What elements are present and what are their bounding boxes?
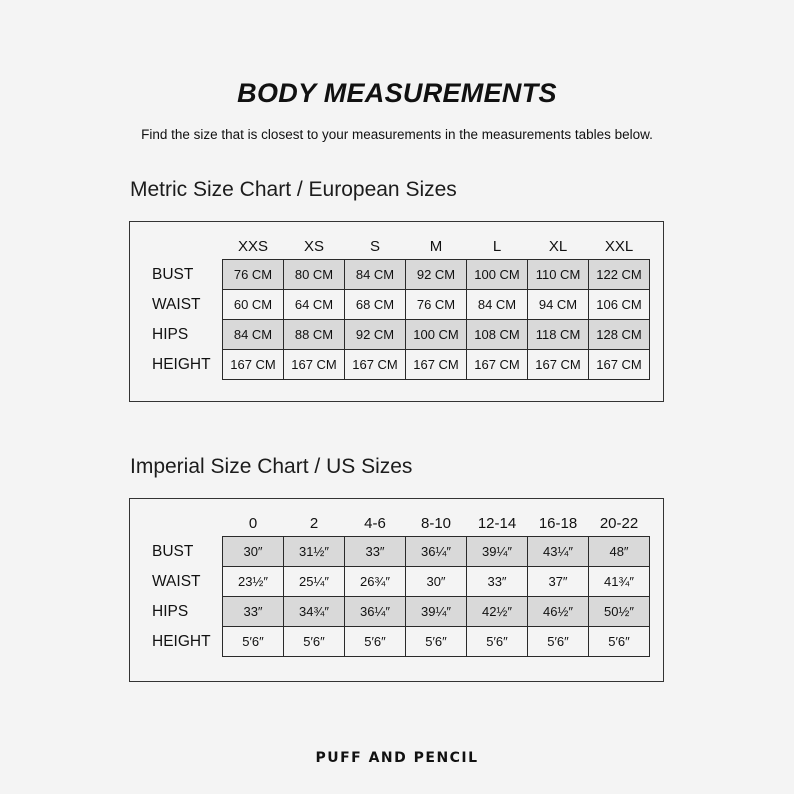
- measurement-cell: 5′6″: [528, 627, 589, 657]
- measurement-cell: 167 CM: [284, 350, 345, 380]
- measurement-cell: 39¼″: [467, 537, 528, 567]
- size-header: XXL: [604, 237, 634, 255]
- measurement-cell: 68 CM: [345, 290, 406, 320]
- measurement-cell: 50½″: [589, 597, 650, 627]
- measurement-cell: 118 CM: [528, 320, 589, 350]
- measurement-cell: 5′6″: [223, 627, 284, 657]
- imperial-row-hips: [148, 597, 650, 627]
- page-subtitle: Find the size that is closest to your measurements in the measurements tables below.: [141, 127, 653, 142]
- row-label: HEIGHT: [152, 632, 211, 650]
- row-label: BUST: [152, 542, 194, 560]
- measurement-cell: 5′6″: [284, 627, 345, 657]
- imperial-row-bust: [148, 537, 650, 567]
- metric-section-title: Metric Size Chart / European Sizes: [130, 178, 457, 201]
- size-header: XS: [303, 237, 324, 255]
- measurement-cell: 84 CM: [467, 290, 528, 320]
- imperial-row-waist: [148, 567, 650, 597]
- measurement-cell: 100 CM: [406, 320, 467, 350]
- measurement-cell: 128 CM: [589, 320, 650, 350]
- metric-table: [148, 233, 650, 380]
- measurement-cell: 30″: [406, 567, 467, 597]
- metric-size-header-row: [148, 233, 650, 260]
- measurement-cell: 94 CM: [528, 290, 589, 320]
- measurement-cell: 76 CM: [223, 260, 284, 290]
- measurement-cell: 30″: [223, 537, 284, 567]
- size-header: 12-14: [477, 514, 517, 532]
- measurement-cell: 167 CM: [345, 350, 406, 380]
- measurement-cell: 122 CM: [589, 260, 650, 290]
- imperial-size-chart: [129, 498, 664, 682]
- size-header: S: [369, 237, 380, 255]
- measurement-cell: 39¼″: [406, 597, 467, 627]
- size-header: 16-18: [538, 514, 578, 532]
- size-header: 20-22: [599, 514, 639, 532]
- measurement-cell: 33″: [345, 537, 406, 567]
- metric-row-bust: [148, 260, 650, 290]
- measurement-cell: 167 CM: [223, 350, 284, 380]
- row-label: HEIGHT: [152, 355, 211, 373]
- measurement-cell: 33″: [223, 597, 284, 627]
- measurement-cell: 92 CM: [345, 320, 406, 350]
- row-label: BUST: [152, 265, 194, 283]
- measurement-cell: 5′6″: [345, 627, 406, 657]
- size-header: XXS: [237, 237, 268, 255]
- measurement-cell: 110 CM: [528, 260, 589, 290]
- row-label: HIPS: [152, 325, 189, 343]
- measurement-cell: 37″: [528, 567, 589, 597]
- measurement-cell: 92 CM: [406, 260, 467, 290]
- imperial-row-height: [148, 627, 650, 657]
- measurement-cell: 84 CM: [223, 320, 284, 350]
- size-header: 2: [309, 514, 319, 532]
- measurement-cell: 80 CM: [284, 260, 345, 290]
- brand-logo: PUFF AND PENCIL: [315, 750, 479, 766]
- page-title: BODY MEASUREMENTS: [237, 78, 557, 108]
- imperial-section-title: Imperial Size Chart / US Sizes: [130, 455, 413, 478]
- measurement-cell: 167 CM: [589, 350, 650, 380]
- measurement-cell: 33″: [467, 567, 528, 597]
- measurement-cell: 48″: [589, 537, 650, 567]
- measurement-cell: 5′6″: [589, 627, 650, 657]
- measurement-cell: 5′6″: [406, 627, 467, 657]
- size-header: L: [492, 237, 502, 255]
- measurement-cell: 108 CM: [467, 320, 528, 350]
- measurement-cell: 5′6″: [467, 627, 528, 657]
- metric-size-chart: [129, 221, 664, 402]
- measurement-cell: 167 CM: [528, 350, 589, 380]
- size-header: 8-10: [420, 514, 452, 532]
- measurement-cell: 106 CM: [589, 290, 650, 320]
- row-label: WAIST: [152, 295, 201, 313]
- size-header: 0: [248, 514, 258, 532]
- measurement-cell: 34¾″: [284, 597, 345, 627]
- corner-cell: [148, 510, 223, 537]
- measurement-cell: 36¼″: [345, 597, 406, 627]
- metric-row-hips: [148, 320, 650, 350]
- measurement-cell: 31½″: [284, 537, 345, 567]
- size-header: 4-6: [364, 514, 386, 532]
- measurement-cell: 25¼″: [284, 567, 345, 597]
- measurement-cell: 88 CM: [284, 320, 345, 350]
- row-label: WAIST: [152, 572, 201, 590]
- measurement-cell: 42½″: [467, 597, 528, 627]
- measurement-cell: 167 CM: [406, 350, 467, 380]
- corner-cell: [148, 233, 223, 260]
- measurement-cell: 46½″: [528, 597, 589, 627]
- measurement-cell: 26¾″: [345, 567, 406, 597]
- metric-row-waist: [148, 290, 650, 320]
- imperial-table: [148, 510, 650, 657]
- measurement-cell: 43¼″: [528, 537, 589, 567]
- measurement-cell: 41¾″: [589, 567, 650, 597]
- measurement-cell: 84 CM: [345, 260, 406, 290]
- imperial-size-header-row: [148, 510, 650, 537]
- measurement-cell: 23½″: [223, 567, 284, 597]
- measurement-cell: 76 CM: [406, 290, 467, 320]
- measurement-cell: 60 CM: [223, 290, 284, 320]
- measurement-cell: 64 CM: [284, 290, 345, 320]
- size-header: M: [429, 237, 443, 255]
- measurement-cell: 100 CM: [467, 260, 528, 290]
- measurement-cell: 36¼″: [406, 537, 467, 567]
- size-header: XL: [548, 237, 568, 255]
- measurement-cell: 167 CM: [467, 350, 528, 380]
- metric-row-height: [148, 350, 650, 380]
- row-label: HIPS: [152, 602, 189, 620]
